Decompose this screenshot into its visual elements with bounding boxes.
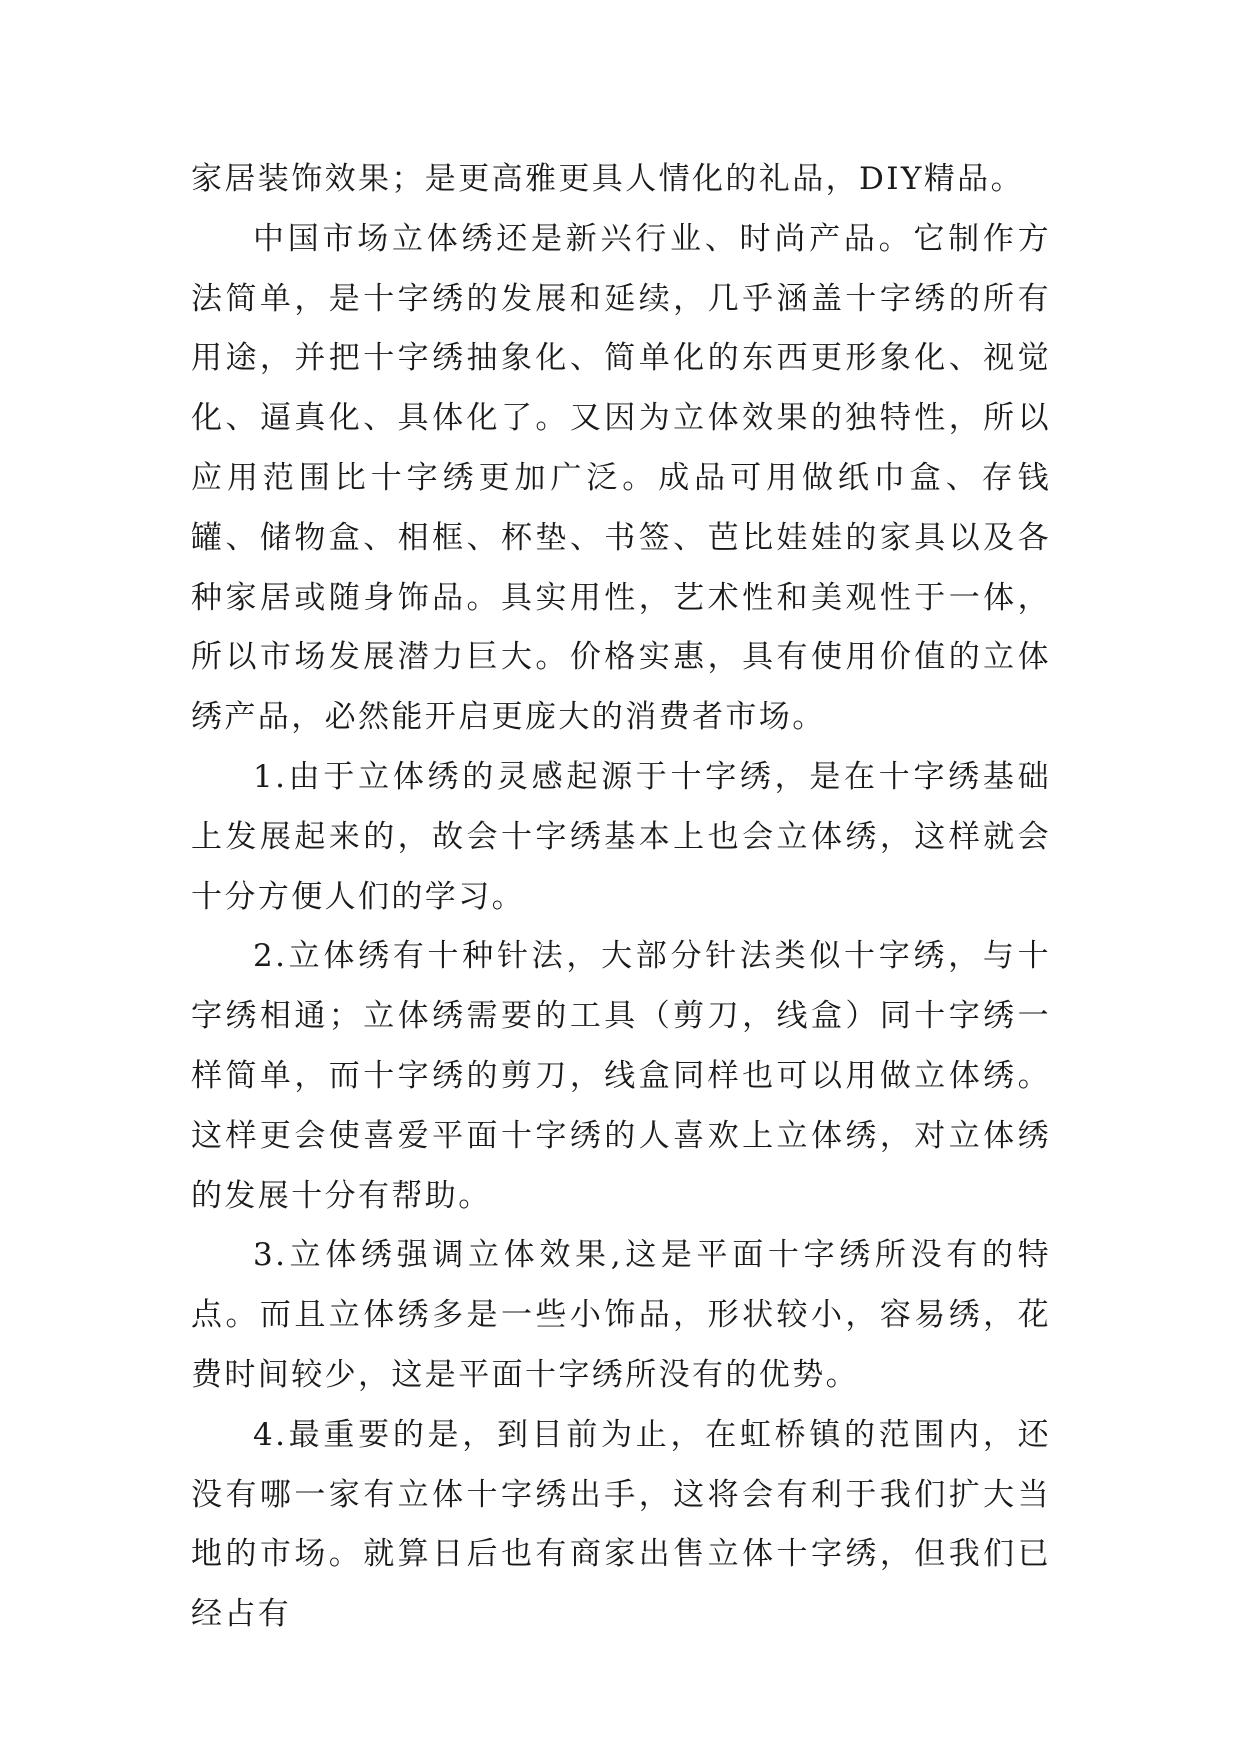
paragraph-continuation: 家居装饰效果；是更高雅更具人情化的礼品，DIY精品。 [191, 161, 1024, 197]
document-body [191, 150, 1051, 1645]
paragraph-point-2: 2.立体绣有十种针法，大部分针法类似十字绣，与十字绣相通；立体绣需要的工具（剪刀，线盒）同十字绣一样简单，而十字绣的剪刀，线盒同样也可以用做立体绣。这样更会使喜爱平面十字绣的人喜欢上立体绣，对立体绣的发展十分有帮助。 [191, 938, 1051, 1214]
paragraph-market-overview: 中国市场立体绣还是新兴行业、时尚产品。它制作方法简单，是十字绣的发展和延续，几乎涵盖十字绣的所有用途，并把十字绣抽象化、简单化的东西更形象化、视觉化、逼真化、具体化了。又因为立体效果的独特性，所以应用范围比十字绣更加广泛。成品可用做纸巾盒、存钱罐、储物盒、相框、杯垫、书签、芭比娃娃的家具以及各种家居或随身饰品。具实用性，艺术性和美观性于一体，所以市场发展潜力巨大。价格实惠，具有使用价值的立体绣产品，必然能开启更庞大的消费者市场。 [191, 220, 1051, 736]
paragraph-point-4: 4.最重要的是，到目前为止，在虹桥镇的范围内，还没有哪一家有立体十字绣出手，这将会有利于我们扩大当地的市场。就算日后也有商家出售立体十字绣，但我们已经占有 [191, 1416, 1051, 1633]
paragraph-point-1: 1.由于立体绣的灵感起源于十字绣，是在十字绣基础上发展起来的，故会十字绣基本上也会立体绣，这样就会十分方便人们的学习。 [191, 758, 1051, 915]
paragraph-point-3: 3.立体绣强调立体效果,这是平面十字绣所没有的特点。而且立体绣多是一些小饰品，形状较小，容易绣，花费时间较少，这是平面十字绣所没有的优势。 [191, 1237, 1051, 1393]
